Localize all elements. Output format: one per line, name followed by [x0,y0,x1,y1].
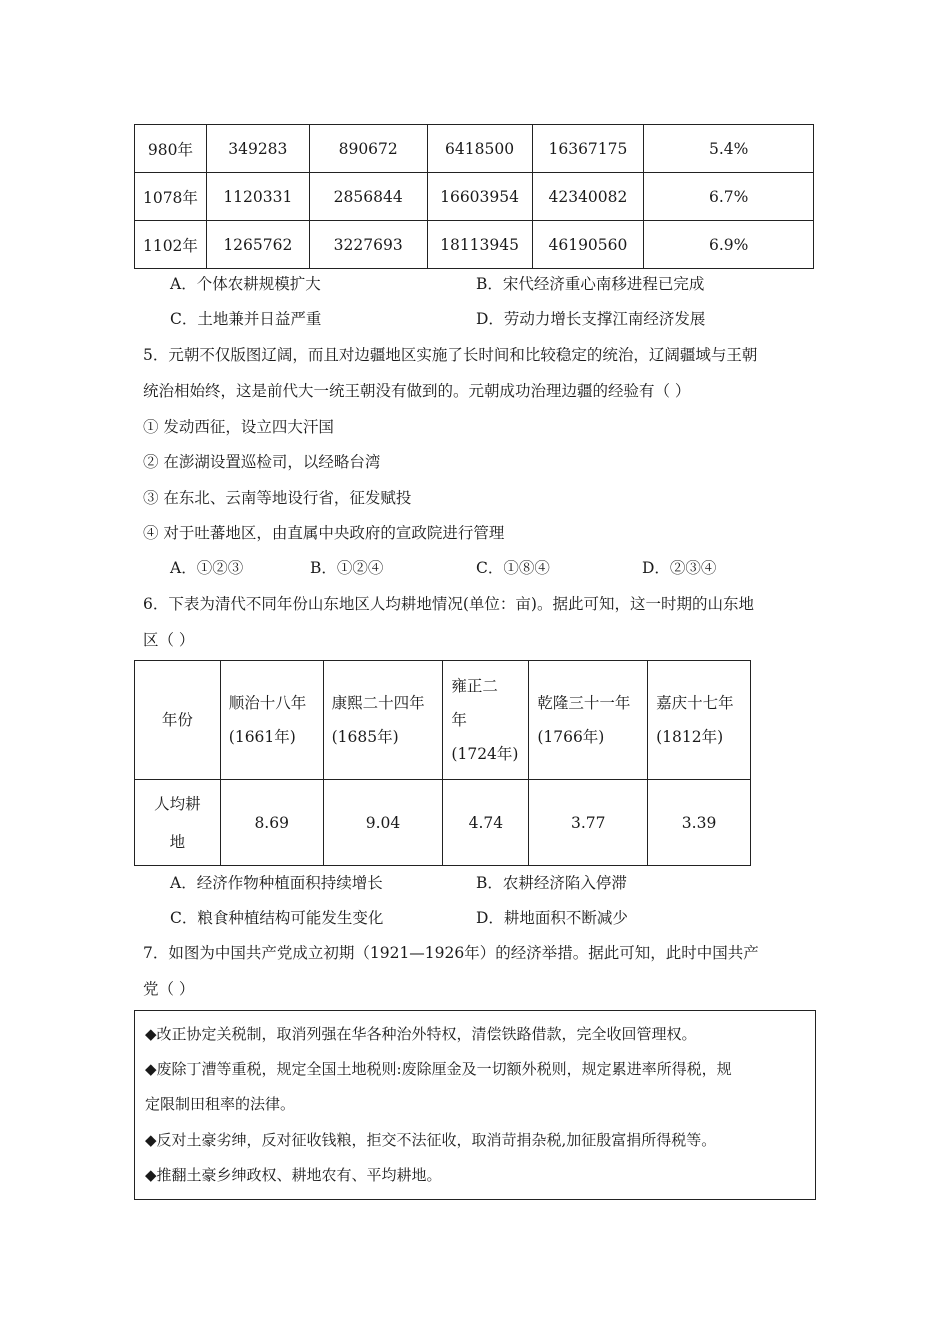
year-label: (1766年) [537,728,605,746]
table-cell: 9.04 [323,780,443,866]
q5-option-a[interactable]: A．①②③ [170,559,244,577]
q5-item-3: ③ 在东北、云南等地设行省，征发赋投 [143,489,412,507]
table-cell: 1078年 [135,173,207,221]
q5-stem-line-1: 5．元朝不仅版图辽阔，而且对边疆地区实施了长时间和比较稳定的统治，辽阔疆域与王朝 [143,346,758,364]
table-cell: 1265762 [206,221,309,269]
q5-option-c[interactable]: C．①⑧④ [476,559,550,577]
table-row [135,173,814,221]
table-header-cell [443,661,529,780]
q4-option-b[interactable]: B．宋代经济重心南移进程已完成 [476,275,705,293]
year-label: 雍正二 [451,677,498,695]
table-cell: 18113945 [427,221,532,269]
table-cell: 46190560 [532,221,644,269]
year-label: 康熙二十四年 [331,694,425,712]
table-cell: 6.7% [644,173,814,221]
q4-option-d[interactable]: D．劳动力增长支撑江南经济发展 [476,310,706,328]
table-cell: 4.74 [443,780,529,866]
table-cell: 16367175 [532,125,644,173]
table-cell: 980年 [135,125,207,173]
q6-option-d[interactable]: D．耕地面积不断减少 [476,909,628,927]
q7-stem-line-1: 7．如图为中国共产党成立初期（1921—1926年）的经济举措。据此可知，此时中国共产 [143,944,759,962]
table-header-cell [323,661,443,780]
row-label-line: 地 [169,832,186,851]
table-header-cell: 年份 [135,661,221,780]
table-cell: 1102年 [135,221,207,269]
q5-stem-line-2: 统治相始终，这是前代大一统王朝没有做到的。元朝成功治理边疆的经验有（ ） [143,382,691,400]
table-header-row [135,661,751,780]
q5-item-1: ① 发动西征，设立四大汗国 [143,418,334,436]
q6-stem-line-1: 6．下表为清代不同年份山东地区人均耕地情况(单位：亩)。据此可知，这一时期的山东地 [143,595,754,613]
year-label: 嘉庆十七年 [656,694,734,712]
material-line: ◆改正协定关税制，取消列强在华各种治外特权，清偿铁路借款，完全收回管理权。 [145,1025,697,1043]
q6-option-c[interactable]: C．粮食种植结构可能发生变化 [170,909,384,927]
table-row [135,780,751,866]
q7-material-box [134,1010,816,1200]
q7-stem-line-2: 党（ ） [143,980,195,998]
material-line: 定限制田租率的法律。 [145,1095,296,1113]
table-cell: 6.9% [644,221,814,269]
data-table-shandong [134,660,751,866]
table-cell: 3227693 [309,221,427,269]
table-header-cell [220,661,323,780]
q6-option-b[interactable]: B．农耕经济陷入停滞 [476,874,627,892]
q5-item-4: ④ 对于吐蕃地区，由直属中央政府的宣政院进行管理 [143,524,505,542]
table-row [135,125,814,173]
table-row-label [135,780,221,866]
table-header-cell [529,661,648,780]
material-line: ◆推翻土豪乡绅政权、耕地农有、平均耕地。 [145,1166,442,1184]
q4-option-a[interactable]: A．个体农耕规模扩大 [170,275,321,293]
q5-option-b[interactable]: B．①②④ [310,559,384,577]
data-table-top [134,124,814,269]
q6-option-a[interactable]: A．经济作物种植面积持续增长 [170,874,383,892]
table-cell: 3.77 [529,780,648,866]
table-cell: 5.4% [644,125,814,173]
table-cell: 1120331 [206,173,309,221]
table-row [135,221,814,269]
material-line: ◆反对土豪劣绅，反对征收钱粮，拒交不法征收，取消苛捐杂税,加征殷富捐所得税等。 [145,1131,717,1149]
table-cell: 6418500 [427,125,532,173]
year-label: 乾隆三十一年 [537,694,631,712]
year-label: (1724年) [451,745,519,763]
year-label: 顺治十八年 [228,694,307,712]
q4-option-c[interactable]: C．土地兼并日益严重 [170,310,322,328]
table-cell: 42340082 [532,173,644,221]
table-cell: 8.69 [220,780,323,866]
year-label: (1685年) [331,728,399,746]
year-label: 年 [451,711,467,729]
table-cell: 890672 [309,125,427,173]
row-label-line: 人均耕 [154,794,201,813]
material-line: ◆废除丁漕等重税，规定全国土地税则:废除厘金及一切额外税则，规定累进率所得税，规 [145,1060,732,1078]
table-cell: 16603954 [427,173,532,221]
q5-item-2: ② 在澎湖设置巡检司，以经略台湾 [143,453,381,471]
year-label: (1661年) [228,728,296,746]
q5-option-d[interactable]: D．②③④ [642,559,717,577]
year-label: (1812年) [656,728,724,746]
q6-stem-line-2: 区（ ） [143,631,195,649]
table-cell: 349283 [206,125,309,173]
table-cell: 2856844 [309,173,427,221]
table-header-cell [648,661,751,780]
table-cell: 3.39 [648,780,751,866]
